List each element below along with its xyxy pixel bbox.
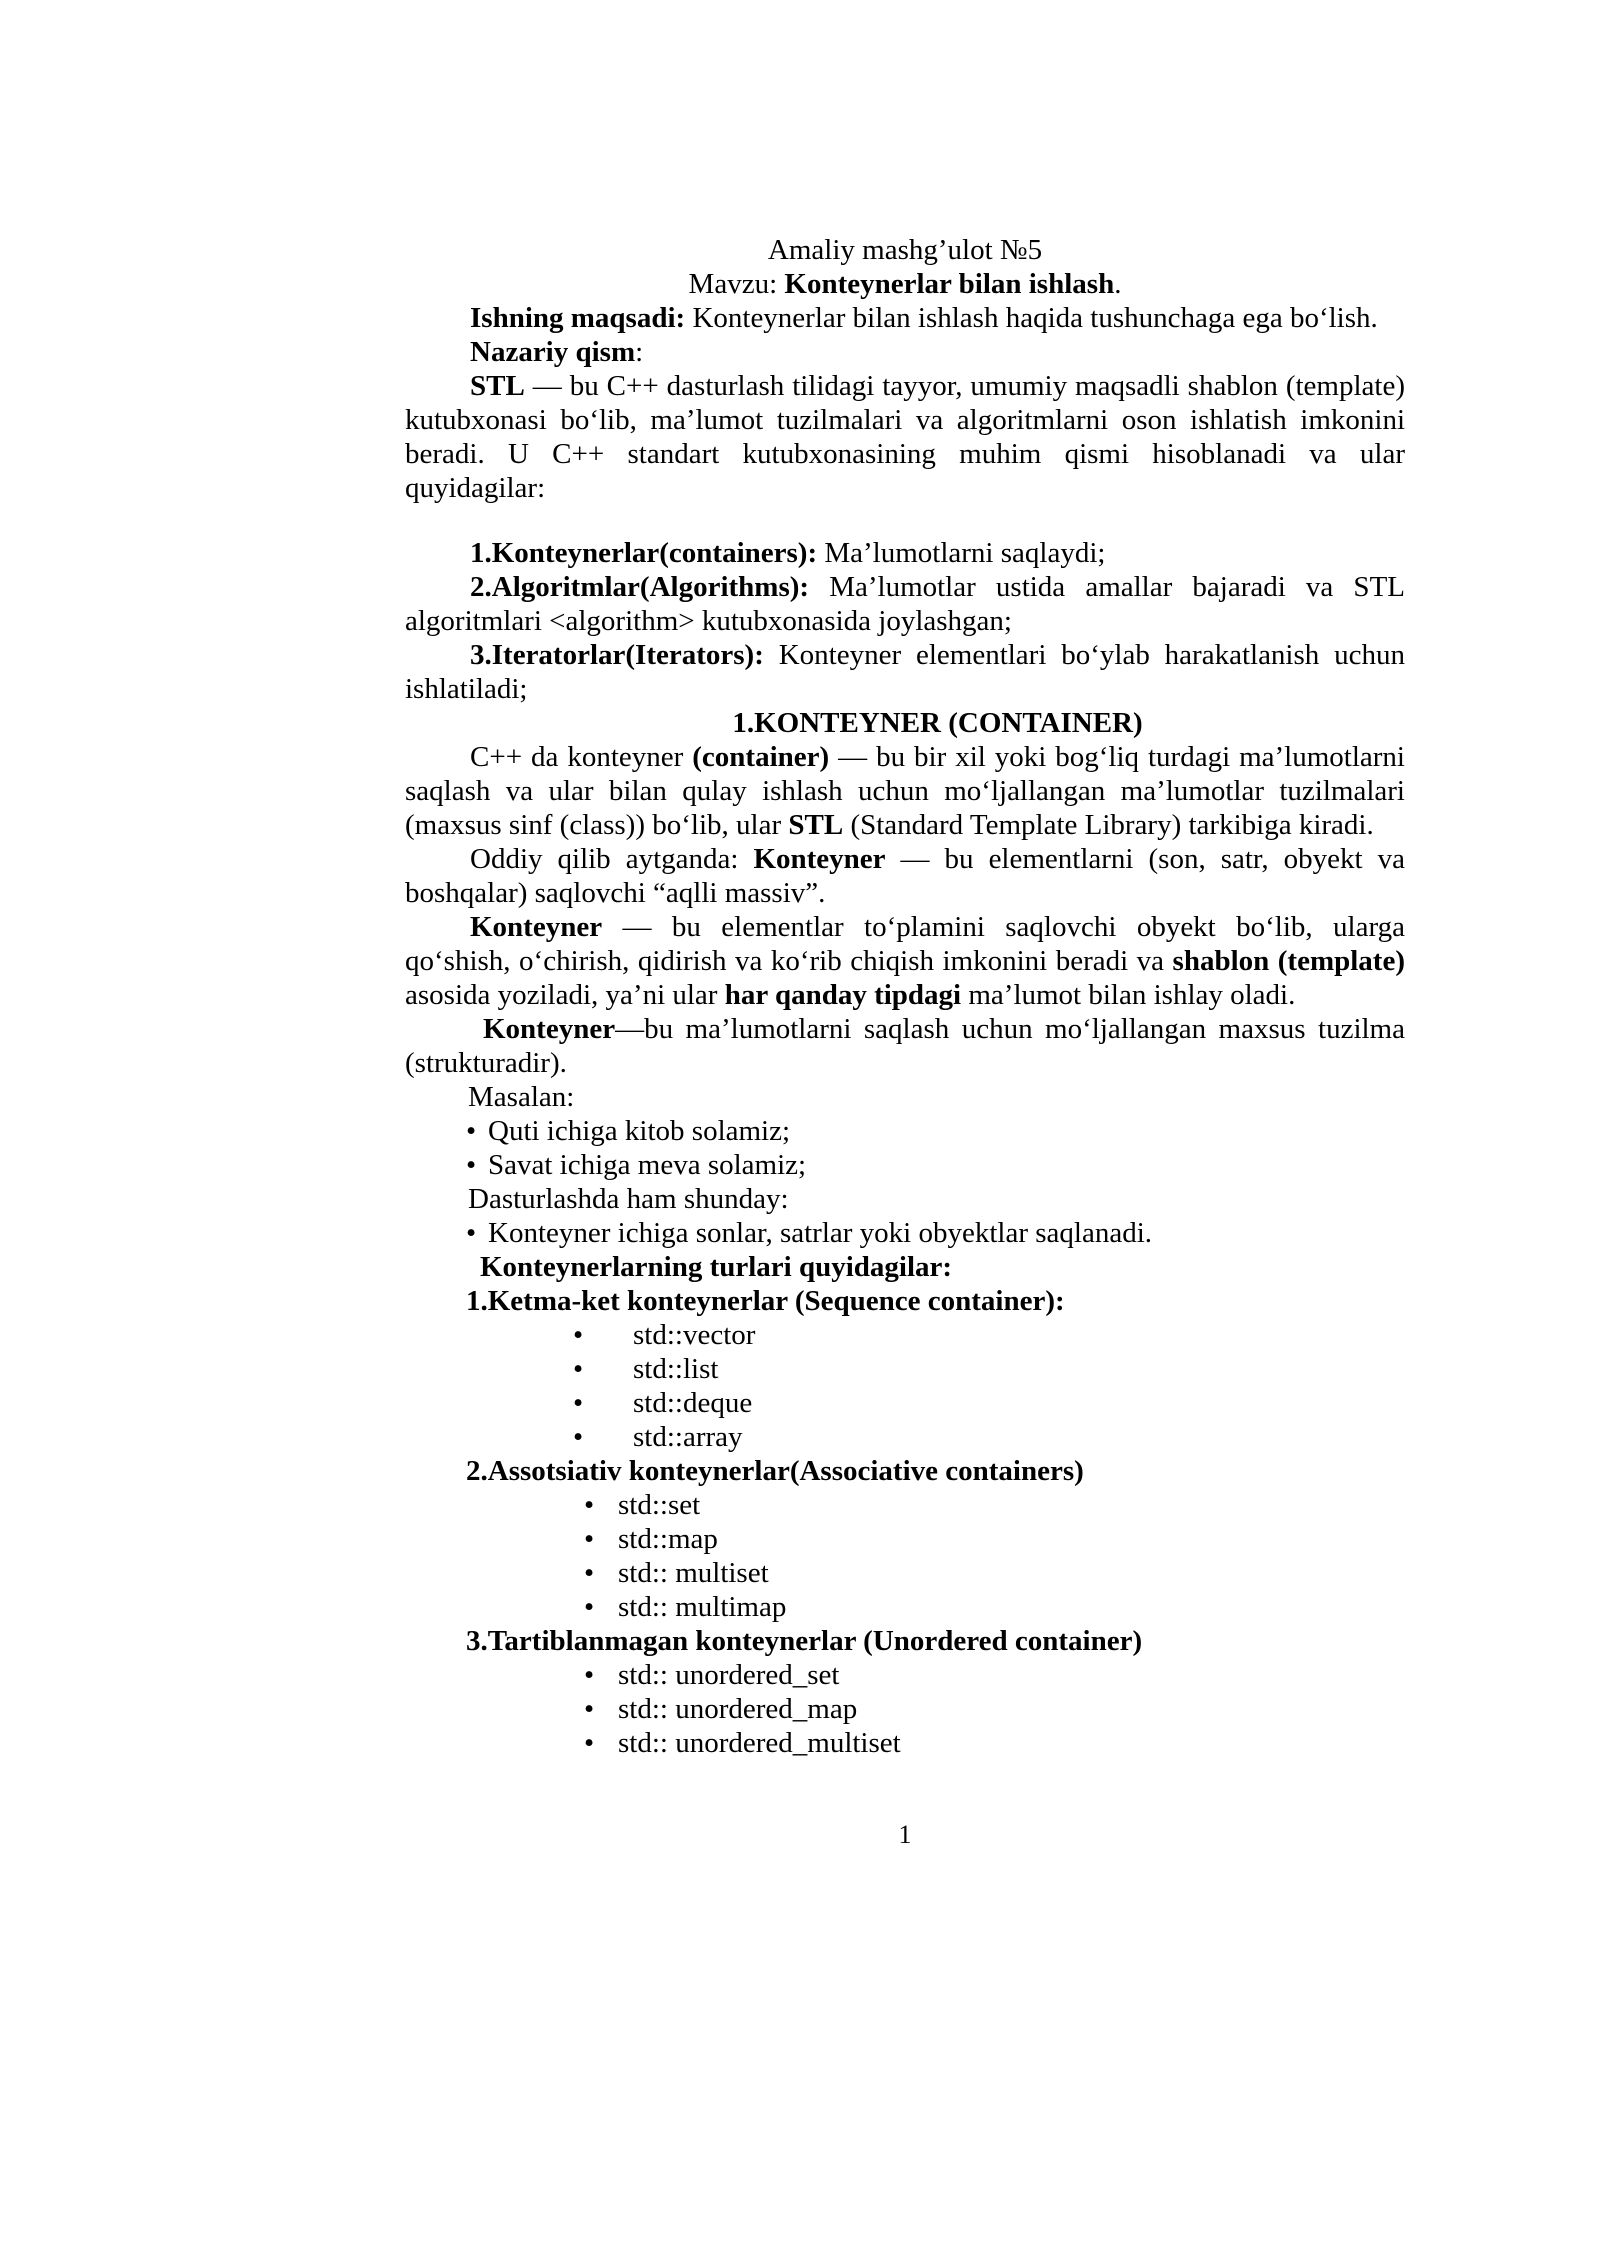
- example-item-text: Quti ichiga kitob solamiz;: [488, 1115, 791, 1147]
- blank-line: [405, 505, 1405, 536]
- paragraph-theory-label: [405, 335, 1405, 369]
- topic-line: [405, 267, 1405, 301]
- topic-bold: Konteynerlar bilan ishlash: [784, 268, 1115, 300]
- container-def-run1: C++ da konteyner: [470, 741, 693, 773]
- list-item: [584, 1488, 1405, 1522]
- bullet-icon: •: [466, 1217, 477, 1249]
- list-item: [573, 1386, 1405, 1420]
- bullet-icon: •: [466, 1115, 477, 1147]
- konteyner-obj-bold1: Konteyner: [470, 911, 603, 943]
- numbered-item-algorithms: [405, 570, 1405, 638]
- doc-title: Amaliy mashg’ulot №5: [767, 234, 1043, 266]
- simply-put-run2: — bu elementlarni (son, satr, obyekt va boshqalar) saqlovchi “aqlli massiv”.: [405, 843, 1405, 909]
- example-item: [466, 1216, 1405, 1250]
- sequence-containers-heading: 1.Ketma-ket konteynerlar (Sequence container):: [466, 1285, 1065, 1317]
- konteyner-struct-bold: Konteyner: [483, 1013, 616, 1045]
- goal-label: Ishning maqsadi:: [470, 302, 686, 334]
- container-types-title: Konteynerlarning turlari quyidagilar:: [480, 1251, 953, 1283]
- paragraph-container-def: [405, 740, 1405, 842]
- paragraph-stl: [405, 369, 1405, 505]
- stl-bold: STL: [470, 370, 525, 402]
- list-item-text: std::array: [633, 1421, 743, 1453]
- bullet-icon: •: [584, 1693, 595, 1725]
- list-item: [584, 1692, 1405, 1726]
- bullet-icon: •: [584, 1727, 595, 1759]
- topic-suffix: .: [1114, 268, 1122, 300]
- algorithms-label: 2.Algoritmlar(Algorithms):: [470, 571, 810, 603]
- page-content: [405, 233, 1405, 1760]
- bullet-icon: •: [584, 1591, 595, 1623]
- list-item: [573, 1318, 1405, 1352]
- example-item: [466, 1148, 1405, 1182]
- bullet-icon: •: [573, 1421, 584, 1453]
- bullet-icon: •: [584, 1659, 595, 1691]
- theory-label: Nazariy qism: [470, 336, 636, 368]
- konteyner-obj-bold3: har qanday tipdagi: [724, 979, 962, 1011]
- container-def-bold1: (container): [692, 741, 830, 773]
- associative-containers-heading: 2.Assotsiativ konteynerlar(Associative containers): [466, 1455, 1084, 1487]
- list-item-text: std:: multimap: [618, 1591, 787, 1623]
- list-item: [584, 1726, 1405, 1760]
- konteyner-obj-run2: asosida yoziladi, ya’ni ular: [405, 979, 725, 1011]
- bullet-icon: •: [573, 1319, 584, 1351]
- stl-text: — bu C++ dasturlash tilidagi tayyor, umumiy maqsadli shablon (template) kutubxonasi bo‘lib, ma’lumot tuzilmalari va algoritmlarni oson ishlatish imkonini beradi. U C++ standart kutubxonasining muhim qismi hisoblanadi va ular quyidagilar:: [405, 370, 1405, 504]
- container-def-run3: (Standard Template Library) tarkibiga kiradi.: [843, 809, 1374, 841]
- example-item-text: Konteyner ichiga sonlar, satrlar yoki obyektlar saqlanadi.: [488, 1217, 1153, 1249]
- paragraph-konteyner-struct: [405, 1012, 1405, 1080]
- list-item: [584, 1590, 1405, 1624]
- goal-text: Konteynerlar bilan ishlash haqida tushunchaga ega bo‘lish.: [685, 302, 1378, 334]
- theory-colon: :: [635, 336, 644, 368]
- konteyner-struct-run: —bu ma’lumotlarni saqlash uchun mo‘ljallangan maxsus tuzilma (strukturadir).: [405, 1013, 1405, 1079]
- list-item: [584, 1522, 1405, 1556]
- bullet-icon: •: [573, 1387, 584, 1419]
- list-item-text: std::map: [618, 1523, 718, 1555]
- list-item: [584, 1556, 1405, 1590]
- bullet-icon: •: [573, 1353, 584, 1385]
- container-def-bold2: STL: [788, 809, 844, 841]
- konteyner-obj-run3: ma’lumot bilan ishlay oladi.: [961, 979, 1296, 1011]
- topic-prefix: Mavzu:: [688, 268, 785, 300]
- unordered-containers-heading: 3.Tartiblanmagan konteynerlar (Unordered container): [466, 1625, 1143, 1657]
- list-item-text: std::vector: [633, 1319, 756, 1351]
- section-heading-container: 1.KONTEYNER (CONTAINER): [732, 707, 1143, 739]
- simply-put-run1: Oddiy qilib aytganda:: [470, 843, 754, 875]
- bullet-icon: •: [584, 1557, 595, 1589]
- list-item-text: std:: unordered_set: [618, 1659, 840, 1691]
- paragraph-simply-put: [405, 842, 1405, 910]
- bullet-icon: •: [584, 1489, 595, 1521]
- list-item-text: std:: unordered_multiset: [618, 1727, 901, 1759]
- page-number: 1: [898, 1820, 912, 1849]
- example-item: [466, 1114, 1405, 1148]
- list-item: [573, 1352, 1405, 1386]
- bullet-icon: •: [466, 1149, 477, 1181]
- iterators-text: Konteyner elementlari bo‘ylab harakatlanish uchun ishlatiladi;: [405, 639, 1405, 705]
- list-item-text: std::deque: [633, 1387, 753, 1419]
- algorithms-text: Ma’lumotlar ustida amallar bajaradi va STL algoritmlari <algorithm> kutubxonasida joylashgan;: [405, 571, 1405, 637]
- list-item-text: std::list: [633, 1353, 719, 1385]
- containers-text: Ma’lumotlarni saqlaydi;: [817, 537, 1106, 569]
- iterators-label: 3.Iteratorlar(Iterators):: [470, 639, 764, 671]
- list-item-text: std:: unordered_map: [618, 1693, 858, 1725]
- konteyner-obj-run1: — bu elementlar to‘plamini saqlovchi obyekt bo‘lib, ularga qo‘shish, o‘chirish, qidirish va ko‘rib chiqish imkonini beradi va: [405, 911, 1405, 977]
- masalan-label: Masalan:: [468, 1081, 575, 1113]
- paragraph-goal: [405, 301, 1405, 335]
- numbered-item-containers: [405, 536, 1405, 570]
- konteyner-obj-bold2: shablon (template): [1172, 945, 1405, 977]
- list-item-text: std::set: [618, 1489, 701, 1521]
- example-item-text: Savat ichiga meva solamiz;: [488, 1149, 807, 1181]
- list-item-text: std:: multiset: [618, 1557, 769, 1589]
- list-item: [573, 1420, 1405, 1454]
- numbered-item-iterators: [405, 638, 1405, 706]
- dasturlashda-label: Dasturlashda ham shunday:: [468, 1183, 789, 1215]
- list-item: [584, 1658, 1405, 1692]
- containers-label: 1.Konteynerlar(containers):: [470, 537, 818, 569]
- paragraph-konteyner-obj: [405, 910, 1405, 1012]
- container-def-run2: — bu bir xil yoki bog‘liq turdagi ma’lumotlarni saqlash va ular bilan qulay ishlash uchun mo‘ljallangan ma’lumotlar tuzilmalari (maxsus sinf (class)) bo‘lib, ular: [405, 741, 1405, 841]
- bullet-icon: •: [584, 1523, 595, 1555]
- simply-put-bold: Konteyner: [753, 843, 886, 875]
